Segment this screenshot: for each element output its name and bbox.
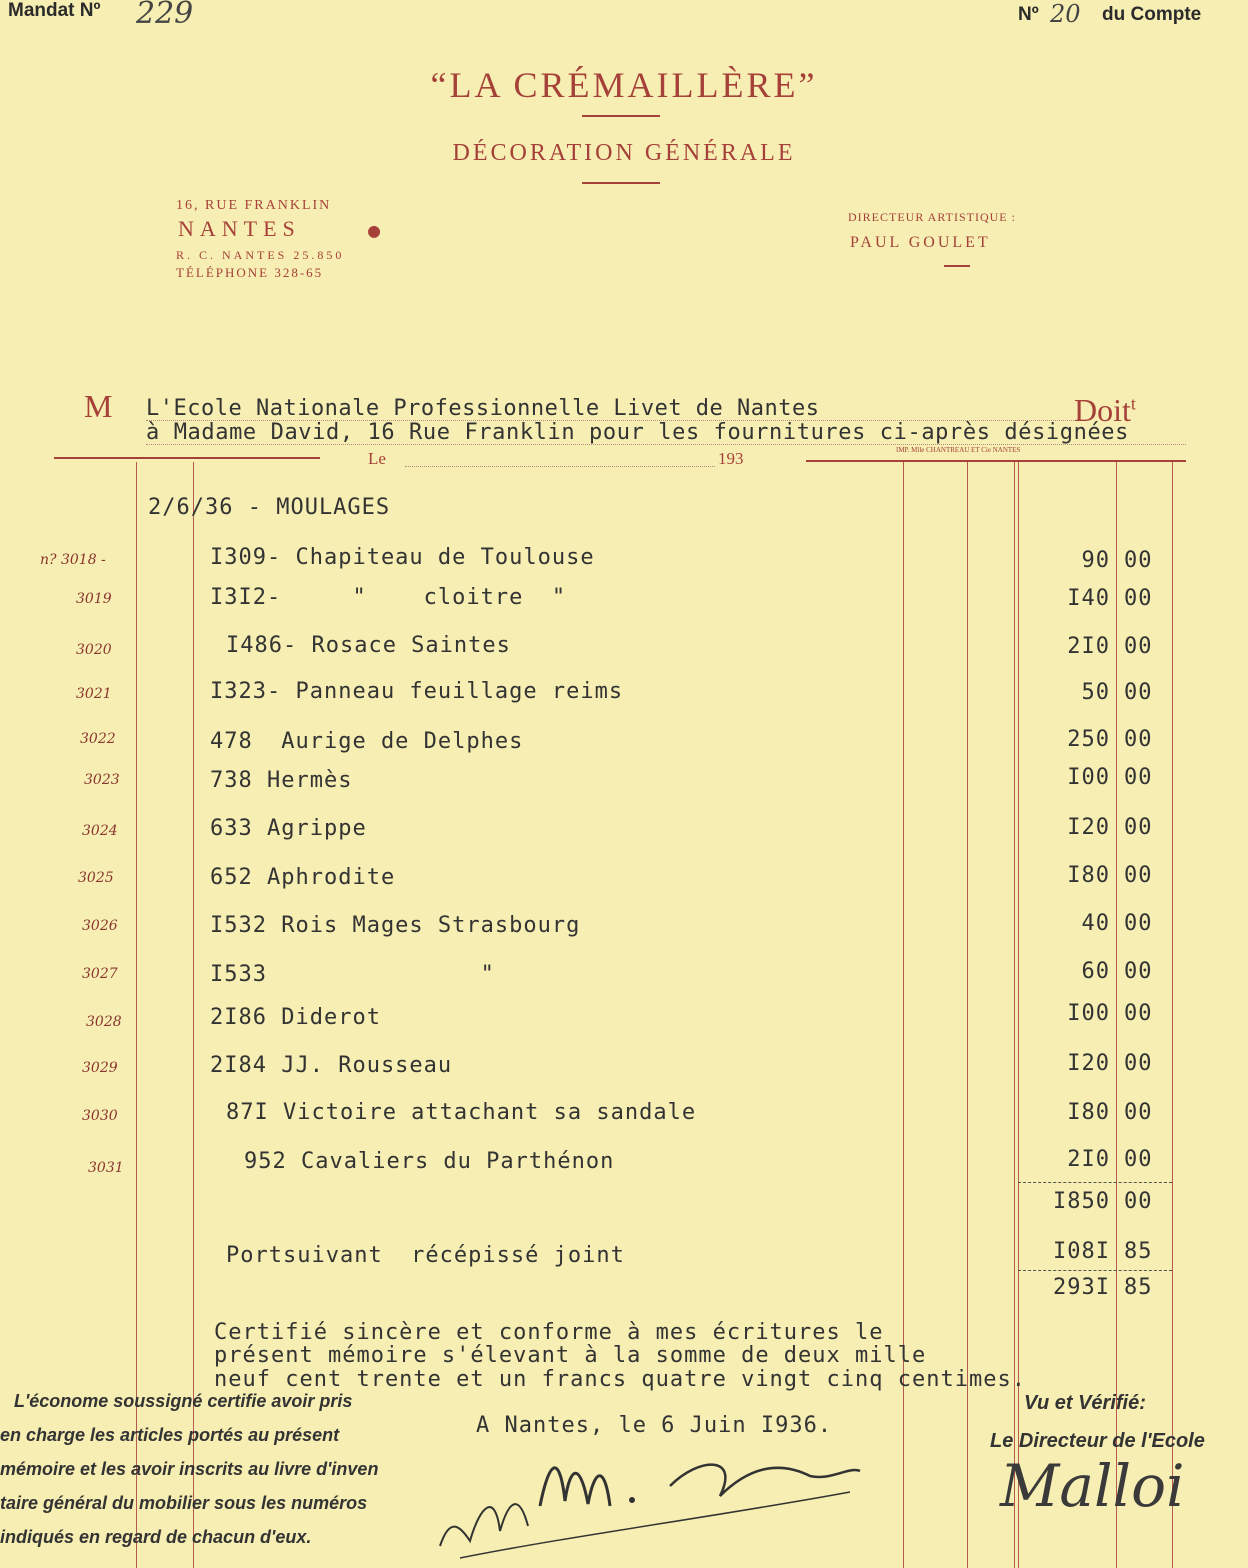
- address-street: 16, RUE FRANKLIN: [176, 198, 332, 213]
- item-description: 952 Cavaliers du Parthénon: [244, 1149, 615, 1174]
- item-description: 478 Aurige de Delphes: [210, 729, 524, 754]
- le-label: Le: [368, 449, 386, 468]
- econome-line-1: L'économe soussigné certifie avoir pris: [14, 1391, 353, 1411]
- item-description: 633 Agrippe: [210, 816, 367, 841]
- subtotal-cents: 00: [1124, 1189, 1153, 1214]
- econome-line-4: taire général du mobilier sous les numéros: [0, 1493, 368, 1513]
- doit-label: Doit$^t$: [1074, 392, 1136, 428]
- postage-cents: 85: [1124, 1239, 1153, 1264]
- inventory-number: 3030: [82, 1108, 118, 1124]
- inventory-number: 3019: [76, 591, 112, 607]
- item-cents: 00: [1124, 634, 1153, 659]
- bullet-icon: ●: [368, 218, 381, 242]
- item-francs: I00: [1067, 765, 1110, 790]
- certification-line-3: neuf cent trente et un francs quatre vingt cinq centimes.: [214, 1367, 1026, 1392]
- item-description: I532 Rois Mages Strasbourg: [210, 913, 581, 938]
- item-cents: 00: [1124, 1001, 1153, 1026]
- item-description: I486- Rosace Saintes: [226, 633, 511, 658]
- inventory-number: 3028: [86, 1014, 122, 1030]
- client-line: L'Ecole Nationale Professionnelle Livet de Nantes: [146, 396, 820, 421]
- item-description: 738 Hermès: [210, 768, 353, 793]
- item-francs: 90: [1081, 548, 1110, 573]
- inventory-number: 3023: [84, 772, 120, 788]
- item-cents: 00: [1124, 959, 1153, 984]
- certification-line-2: présent mémoire s'élevant à la somme de deux mille: [214, 1343, 927, 1368]
- item-francs: 40: [1081, 911, 1110, 936]
- item-cents: 00: [1124, 1051, 1153, 1076]
- date-dotline: [405, 466, 715, 467]
- subtitle-rule: [582, 182, 660, 184]
- item-cents: 00: [1124, 680, 1153, 705]
- compte-number: 20: [1050, 0, 1081, 28]
- inventory-number: 3024: [82, 823, 118, 839]
- total-rule: [1018, 1270, 1172, 1271]
- total-francs: 293I: [1053, 1275, 1110, 1300]
- item-francs: 2I0: [1067, 1147, 1110, 1172]
- item-cents: 00: [1124, 1147, 1153, 1172]
- supplier-dotline: [146, 444, 1186, 445]
- subtotal-rule: [1018, 1182, 1172, 1183]
- inventory-number: n? 3018 -: [40, 552, 106, 568]
- column-line-2: [967, 462, 968, 1568]
- director-label: DIRECTEUR ARTISTIQUE :: [848, 210, 1016, 224]
- printer-imprint: IMP. Mlle CHANTREAU ET Cie NANTES: [896, 446, 1021, 454]
- place-date: A Nantes, le 6 Juin I936.: [476, 1413, 833, 1438]
- inventory-number: 3021: [76, 686, 112, 702]
- verified-line-2: Le Directeur de l'Ecole: [990, 1430, 1205, 1452]
- item-francs: I00: [1067, 1001, 1110, 1026]
- date-rule-right: [806, 460, 1186, 462]
- item-description: I309- Chapiteau de Toulouse: [210, 545, 595, 570]
- verified-line-1: Vu et Vérifié:: [1024, 1392, 1146, 1414]
- item-description: 2I86 Diderot: [210, 1005, 381, 1030]
- item-francs: I80: [1067, 863, 1110, 888]
- item-description: I3I2- " cloitre ": [210, 585, 567, 610]
- items-header: 2/6/36 - MOULAGES: [148, 495, 391, 520]
- date-rule-left: [54, 457, 320, 459]
- item-francs: 2I0: [1067, 634, 1110, 659]
- company-title: “LA CRÉMAILLÈRE”: [430, 65, 818, 105]
- rc-number: R. C. NANTES 25.850: [176, 248, 345, 262]
- item-cents: 00: [1124, 1100, 1153, 1125]
- inventory-number: 3025: [78, 870, 114, 886]
- econome-line-5: indiqués en regard de chacun d'eux.: [0, 1527, 312, 1547]
- telephone: TÉLÉPHONE 328-65: [176, 265, 324, 280]
- certification-line-1: Certifié sincère et conforme à mes écritures le: [214, 1320, 884, 1345]
- item-francs: 60: [1081, 959, 1110, 984]
- inventory-number: 3020: [76, 642, 112, 658]
- item-francs: I20: [1067, 815, 1110, 840]
- total-cents: 85: [1124, 1275, 1153, 1300]
- item-cents: 00: [1124, 548, 1153, 573]
- item-description: I533 ": [210, 962, 495, 987]
- inventory-number: 3031: [88, 1160, 124, 1176]
- inventory-number: 3022: [80, 731, 116, 747]
- column-line-4: [1018, 462, 1019, 1568]
- item-cents: 00: [1124, 911, 1153, 936]
- signature-text: [520, 1548, 530, 1549]
- item-cents: 00: [1124, 765, 1153, 790]
- item-cents: 00: [1124, 863, 1153, 888]
- item-francs: I40: [1067, 586, 1110, 611]
- compte-no-label: Nº: [1018, 4, 1039, 25]
- director-name: PAUL GOULET: [850, 234, 991, 251]
- column-line-3: [1014, 462, 1015, 1568]
- item-description: 87I Victoire attachant sa sandale: [226, 1100, 697, 1125]
- inventory-number: 3027: [82, 966, 118, 982]
- compte-label: du Compte: [1102, 4, 1202, 25]
- m-label: M: [84, 388, 113, 424]
- supplier-line: à Madame David, 16 Rue Franklin pour les fournitures ci-après désignées: [146, 420, 1130, 445]
- mandat-label: Mandat Nº: [8, 0, 101, 21]
- company-subtitle: DÉCORATION GÉNÉRALE: [452, 140, 796, 166]
- address-city: NANTES: [178, 216, 301, 241]
- item-cents: 00: [1124, 727, 1153, 752]
- item-francs: 50: [1081, 680, 1110, 705]
- title-rule: [582, 115, 660, 117]
- econome-line-3: mémoire et les avoir inscrits au livre d'inven: [0, 1459, 379, 1479]
- subtotal-francs: I850: [1053, 1189, 1110, 1214]
- column-line-1: [903, 462, 904, 1568]
- director-rule: [944, 265, 970, 267]
- year-label: 193: [718, 449, 744, 468]
- item-description: 2I84 JJ. Rousseau: [210, 1053, 453, 1078]
- signature-david: [420, 1436, 880, 1564]
- inventory-number: 3026: [82, 918, 118, 934]
- econome-line-2: en charge les articles portés au présent: [0, 1425, 340, 1445]
- director-signature: Malloi: [1000, 1452, 1185, 1520]
- inventory-number: 3029: [82, 1060, 118, 1076]
- item-francs: I80: [1067, 1100, 1110, 1125]
- item-description: 652 Aphrodite: [210, 865, 396, 890]
- item-cents: 00: [1124, 586, 1153, 611]
- postage-francs: I08I: [1053, 1239, 1110, 1264]
- item-francs: I20: [1067, 1051, 1110, 1076]
- item-cents: 00: [1124, 815, 1153, 840]
- mandat-number: 229: [136, 0, 194, 31]
- item-francs: 250: [1067, 727, 1110, 752]
- item-description: I323- Panneau feuillage reims: [210, 679, 624, 704]
- postage-label: Portsuivant récépissé joint: [226, 1243, 625, 1268]
